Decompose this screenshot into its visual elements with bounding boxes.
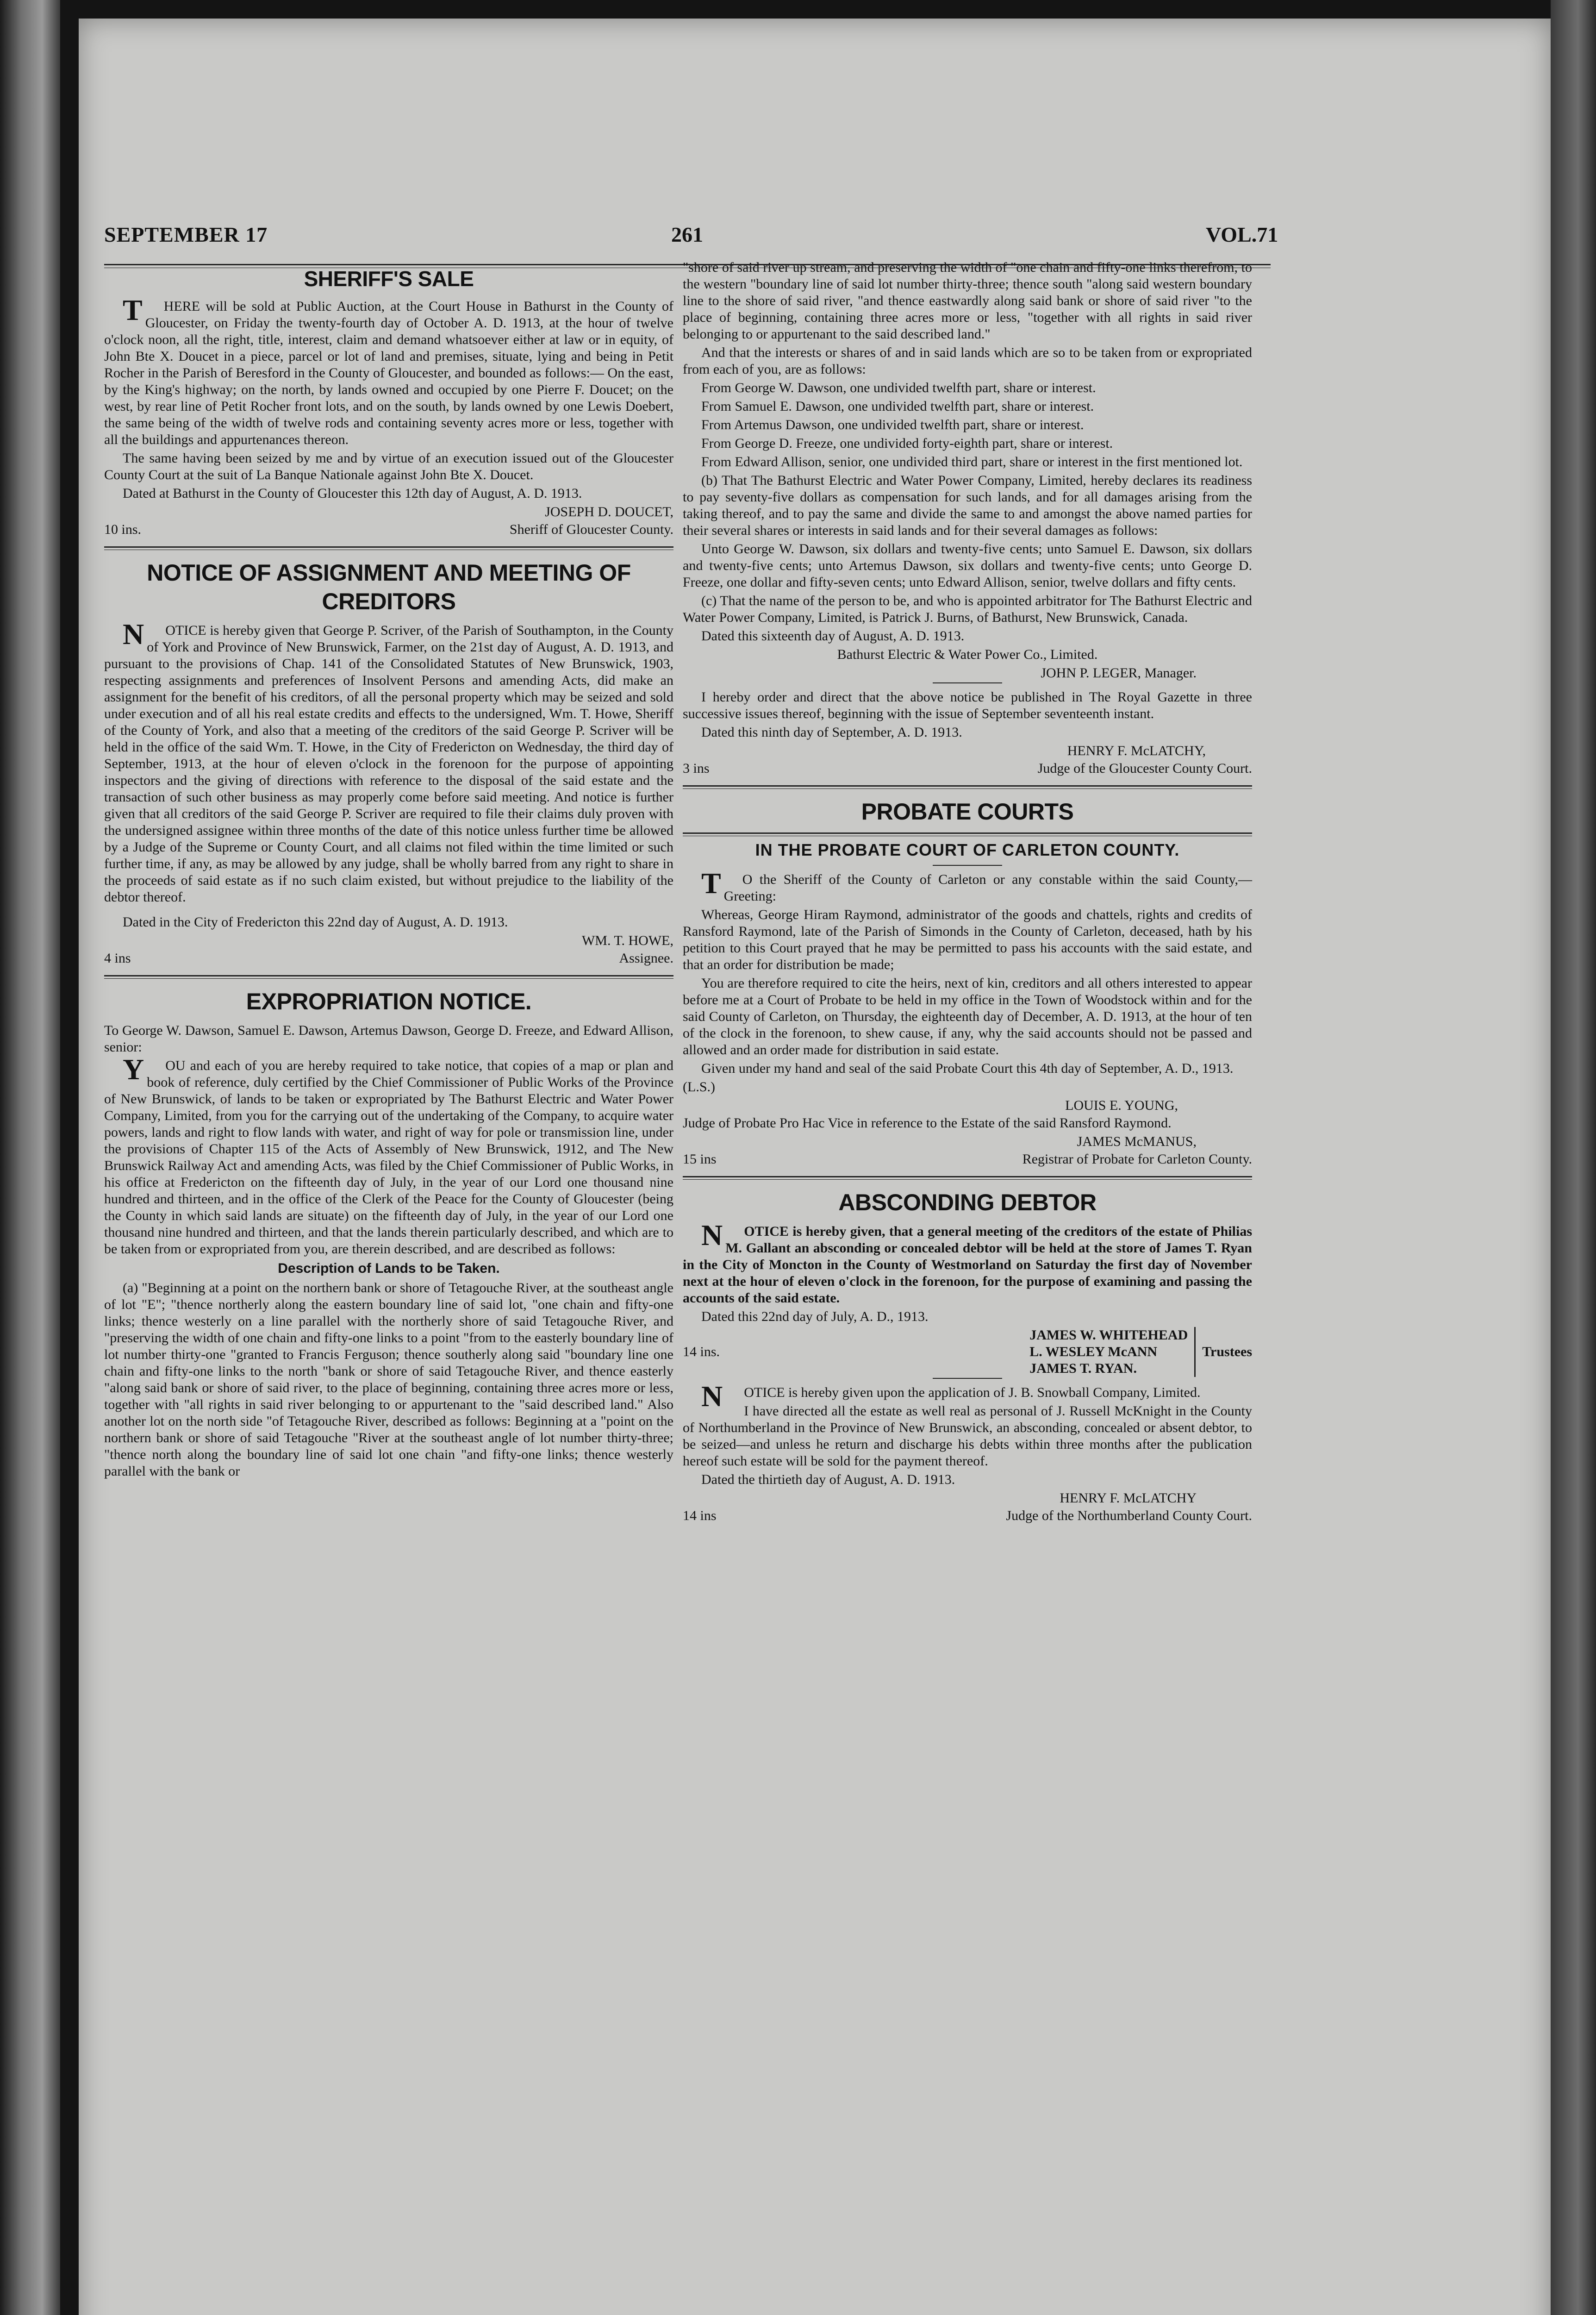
sheriff-sale-seizure: The same having been seized by me and by virtue of an execution issued out of the Gloucester County Court at the suit of La Banque Nationale against John Bte X. Doucet.	[104, 450, 673, 482]
snowball-notice-intro: NOTICE is hereby given upon the application of J. B. Snowball Company, Limited.	[701, 1380, 1201, 1413]
expropriation-insertions: 3 ins	[683, 761, 710, 776]
probate-citation: You are therefore required to cite the heirs, next of kin, creditors and all others interested to appear before me at a Court of Probate to be held in my office in the Town of Woodstock within and for the said County of Carleton, on Thursday, the eighteenth day of December, A. D. 1913, at the hour of ten of the clock in the forenoon, to shew cause, if any, why the said accounts should not be passed and allowed and an order made for distribution in said estate.	[683, 976, 1252, 1057]
registrar-signoff-row	[683, 1151, 1252, 1168]
section-divider	[683, 832, 1252, 836]
expropriation-dated: Dated this sixteenth day of August, A. D. 1913.	[701, 628, 965, 644]
page-number: 261	[671, 223, 703, 246]
description-heading: Description of Lands to be Taken.	[278, 1261, 500, 1276]
sheriff-title: Sheriff of Gloucester County.	[509, 522, 673, 537]
description-body: (a) "Beginning at a point on the northern bank or shore of Tetagouche River, at the southeast angle of lot "E"; "thence northerly along the eastern boundary line of said lot, "one chain and fifty-one links; thence westerly on a line parallel with the northerly shore of said Tetagouche River, and "preserving the width of one chain and fifty-one links to a point "from to the easterly boundary line of lot number thirty-one "granted to Francis Ferguson; thence southerly along said "boundary line one chain and fifty-one links to the north "bank or shore of said Tetagouche River, and thence easterly "along said bank or shore of said river, to the place of beginning, containing three acres more or less, together with "all rights in said river belonging to or appurtenant to the "said described land." Also another lot on the north side "of Tetagouche River, described as follows: Beginning at a "point on the northern bank or shore of said Tetagouche "River at the southeast angle of lot number thirty-three; "thence north along the boundary line of said lot one chain "and fifty-one links; thence westerly parallel with the bank or	[104, 1280, 673, 1479]
absconding-title: ABSCONDING DEBTOR	[838, 1189, 1097, 1215]
trustees-label: Trustees	[1202, 1344, 1252, 1359]
expropriation-notice	[104, 987, 673, 1480]
expropriation-title: EXPROPRIATION NOTICE.	[246, 989, 532, 1014]
company-signature: Bathurst Electric & Water Power Co., Limited.	[837, 647, 1098, 662]
short-divider	[933, 1378, 1002, 1379]
assignment-title: NOTICE OF ASSIGNMENT AND MEETING OF CREDITORS	[147, 560, 631, 614]
probate-salutation: TO the Sheriff of the County of Carleton or any constable within the said County,—Greeting:	[701, 867, 1252, 904]
assignment-dated: Dated in the City of Fredericton this 22nd day of August, A. D. 1913.	[123, 914, 508, 930]
judge-signoff-row	[683, 760, 1252, 777]
gazette-page	[79, 19, 1551, 2315]
section-divider	[683, 785, 1252, 789]
sheriff-insertions: 10 ins.	[104, 522, 142, 537]
assignment-signer-title: Assignee.	[619, 951, 673, 966]
short-divider	[933, 865, 1002, 866]
judge-signature: HENRY F. McLATCHY,	[1067, 743, 1206, 758]
absconding-dated: Dated this 22nd day of July, A. D., 1913.	[701, 1309, 929, 1324]
interest-item: From Samuel E. Dawson, one undivided twelfth part, share or interest.	[701, 399, 1094, 414]
seal-mark: (L.S.)	[683, 1079, 715, 1095]
assignment-signoff-row	[104, 950, 673, 967]
registrar-title: Registrar of Probate for Carleton County.	[1022, 1151, 1252, 1167]
clause-c: (c) That the name of the person to be, and who is appointed arbitrator for The Bathurst Electric and Water Power Company, Limited, is Patrick J. Burns, of Bathurst, New Brunswick, Canada.	[683, 593, 1252, 625]
expropriation-addressees: To George W. Dawson, Samuel E. Dawson, Artemus Dawson, George D. Freeze, and Edward Allison, senior:	[104, 1023, 673, 1055]
northumberland-signoff-row	[683, 1508, 1252, 1524]
interest-item: From George W. Dawson, one undivided twelfth part, share or interest.	[701, 380, 1096, 395]
sheriff-signoff-row	[104, 521, 673, 538]
assignment-body: NOTICE is hereby given that George P. Scriver, of the Parish of Southampton, in the County of York and Province of New Brunswick, Farmer, on the 21st day of August, A. D. 1913, and pursuant to the provisions of Chap. 141 of the Consolidated Statutes of New Brunswick, 1903, respecting assignments and preferences of Insolvent Persons and amending Acts, did make an assignment for the benefit of his creditors, of all the personal property which may be seized and sold under execution and of all his real estate credits and effects to the undersigned, Wm. T. Howe, Sheriff of the County of York, and also that a meeting of the creditors of the said George P. Scriver will be held in the office of the said Wm. T. Howe, in the City of Fredericton on Wednesday, the third day of September, 1913, at the hour of eleven o'clock in the forenoon for the purpose of appointing inspectors and the giving of directions with reference to the disposal of the said estate and the transaction of such other business as may properly come before said meeting. And notice is further given that all creditors of the said George P. Scriver are required to file their claims duly proven with the undersigned assignee within three months of the date of this notice unless further time be allowed by a Judge of the Supreme or County Court, and all claims not filed within the time limited or such further time, if any, as may be allowed by any judge, shall be wholly barred from any right to share in the proceeds of said estate as if no such claim existed, but without prejudice to the liability of the debtor thereof.	[104, 618, 673, 905]
trustees-block	[1029, 1327, 1252, 1377]
snowball-insertions: 14 ins	[683, 1508, 717, 1523]
assignment-notice	[104, 558, 673, 967]
trustee-name: L. WESLEY McANN	[1029, 1344, 1158, 1359]
probate-judge-signature: LOUIS E. YOUNG,	[1065, 1098, 1178, 1113]
northumberland-judge-title: Judge of the Northumberland County Court.	[1006, 1508, 1252, 1523]
probate-whereas: Whereas, George Hiram Raymond, administrator of the goods and chattels, rights and credits of Ransford Raymond, late of the Parish of Simonds in the County of Carleton, deceased, hath by his petition to this Court prayed that he may be permitted to pass his accounts with the said estate, and that an order for distribution be made;	[683, 907, 1252, 972]
manager-signature: JOHN P. LEGER, Manager.	[1041, 665, 1197, 681]
probate-court-heading: IN THE PROBATE COURT OF CARLETON COUNTY.	[755, 840, 1180, 859]
interest-item: From Edward Allison, senior, one undivided third part, share or interest in the first mentioned lot.	[701, 454, 1243, 469]
trustees-row	[683, 1327, 1252, 1377]
sheriff-signature: JOSEPH D. DOUCET,	[545, 504, 673, 519]
assignment-insertions: 4 ins	[104, 951, 131, 966]
registrar-signature: JAMES McMANUS,	[1077, 1134, 1197, 1149]
interest-item: From George D. Freeze, one undivided forty-eighth part, share or interest.	[701, 436, 1113, 451]
short-divider	[933, 682, 1002, 683]
assignment-signature: WM. T. HOWE,	[581, 933, 673, 948]
facing-page-edge	[0, 0, 60, 2315]
probate-judge-title: Judge of Probate Pro Hac Vice in reference to the Estate of the said Ransford Raymond.	[683, 1115, 1172, 1131]
binding-edge	[1551, 0, 1596, 2315]
expropriation-body: YOU and each of you are hereby required to take notice, that copies of a map or plan and book of reference, duly certified by the Chief Commissioner of Public Works of the Province of New Brunswick, of lands to be taken or expropriated by The Bathurst Electric and Water Power Company, Limited, from you for the carrying out of the undertaking of the Company, to acquire water powers, lands and right to flow lands with water, and right of way for pole or transmission line, under the provisions of Chapter 115 of the Acts of Assembly of New Brunswick, 1912, and The New Brunswick Railway Act and amending Acts, was filed by the Chief Commissioner of Public Works, in his office at Fredericton on the fifteenth day of July, in the year of our Lord one thousand nine hundred and thirteen, and in the office of the Clerk of the Peace for the County of Gloucester (being the County in which said lands are situate) on the fifteenth day of July, in the year of our Lord one thousand nine hundred and thirteen, and that the lands therein particularly described, and which are to be taken from or expropriated from you, are therein described, and are described as follows:	[104, 1053, 673, 1257]
publication-order: I hereby order and direct that the above notice be published in The Royal Gazette in three successive issues thereof, beginning with the issue of September seventeenth instant.	[683, 689, 1252, 721]
probate-insertions: 15 ins	[683, 1151, 717, 1167]
section-divider	[683, 1176, 1252, 1180]
trustee-name: JAMES W. WHITEHEAD	[1029, 1327, 1188, 1343]
probate-notice	[683, 797, 1252, 1168]
clause-b: (b) That The Bathurst Electric and Water Power Company, Limited, hereby declares its readiness to pay seventy-five dollars as compensation for such lands, and for all damages arising from the taking thereof, and to pay the same and divide the same to and amongst the above named parties for their several shares or interests in said lands and for their several damages as follows:	[683, 473, 1252, 538]
expropriation-continued	[683, 259, 1252, 777]
interest-item: From Artemus Dawson, one undivided twelfth part, share or interest.	[701, 417, 1084, 432]
northumberland-judge-signature: HENRY F. McLATCHY	[1060, 1490, 1197, 1506]
probate-title: PROBATE COURTS	[861, 799, 1074, 825]
volume-number: VOL.71	[1206, 223, 1278, 246]
order-dated: Dated this ninth day of September, A. D. 1913.	[701, 725, 962, 740]
running-header	[104, 222, 1278, 250]
header-date: SEPTEMBER 17	[104, 223, 268, 246]
right-column	[683, 259, 1252, 1524]
trustee-names	[1029, 1327, 1196, 1377]
sheriff-sale-title: SHERIFF'S SALE	[304, 267, 474, 291]
interests-intro: And that the interests or shares of and in said lands which are so to be taken from or expropriated from each of you, are as follows:	[683, 345, 1252, 377]
snowball-notice-body: I have directed all the estate as well real as personal of J. Russell McKnight in the County of Northumberland in the Province of New Brunswick, an absconding, concealed or absent debtor, to be seized—and unless he return and discharge his debts within three months after the publication hereof such estate will be sold for the payment thereof.	[683, 1403, 1252, 1469]
section-divider	[104, 546, 673, 550]
judge-title: Judge of the Gloucester County Court.	[1037, 761, 1252, 776]
left-column	[104, 259, 673, 1482]
trustee-name: JAMES T. RYAN.	[1029, 1361, 1137, 1376]
probate-given: Given under my hand and seal of the said Probate Court this 4th day of September, A. D., 1913.	[701, 1061, 1234, 1076]
sheriff-sale-dated: Dated at Bathurst in the County of Gloucester this 12th day of August, A. D. 1913.	[123, 486, 582, 501]
payments: Unto George W. Dawson, six dollars and twenty-five cents; unto Samuel E. Dawson, six dollars and twenty-five cents; unto Artemus Dawson, six dollars and twenty-five cents; unto George D. Freeze, one dollar and fifty-seven cents; unto Edward Allison, senior, twelve dollars and fifty cents.	[683, 541, 1252, 590]
absconding-insertions: 14 ins.	[683, 1344, 720, 1359]
absconding-notice	[683, 1188, 1252, 1524]
description-continued: "shore of said river up stream, and preserving the width of "one chain and fifty-one links therefrom, to the western "boundary line of said lot number thirty-three; thence south "along said western boundary line to the shore of said river, "and thence eastwardly along said bank or shore of said river "to the place of beginning, containing three acres more or less, "together with all rights in said river belonging to or appurtenant to the said described land."	[683, 260, 1252, 342]
absconding-notice-body: NOTICE is hereby given, that a general meeting of the creditors of the estate of Philias M. Gallant an absconding or concealed debtor will be held at the store of James T. Ryan in the City of Moncton in the County of Westmorland on Saturday the first day of November next at the hour of eleven o'clock in the forenoon, for the purpose of examining and passing the accounts of the said estate.	[683, 1219, 1252, 1306]
sheriff-sale-notice	[104, 266, 673, 538]
snowball-dated: Dated the thirtieth day of August, A. D. 1913.	[701, 1472, 955, 1487]
sheriff-sale-body: THERE will be sold at Public Auction, at the Court House in Bathurst in the County of Gloucester, on Friday the twenty-fourth day of October A. D. 1913, at the hour of twelve o'clock noon, all the right, title, interest, claim and demand whatsoever either at law or in equity, of John Bte X. Doucet in a piece, parcel or lot of land and premises, situate, lying and being in Petit Rocher in the Parish of Beresford in the County of Gloucester, and bounded as follows:— On the east, by the King's highway; on the north, by lands owned and occupied by one Pierre F. Doucet; on the west, by rear line of Petit Rocher front lots, and on the south, by lands owned by one Lewis Doebert, the same being of the width of twelve rods and containing seventy acres more or less, together with all the buildings and appurtenances thereon.	[104, 294, 673, 447]
section-divider	[104, 975, 673, 979]
